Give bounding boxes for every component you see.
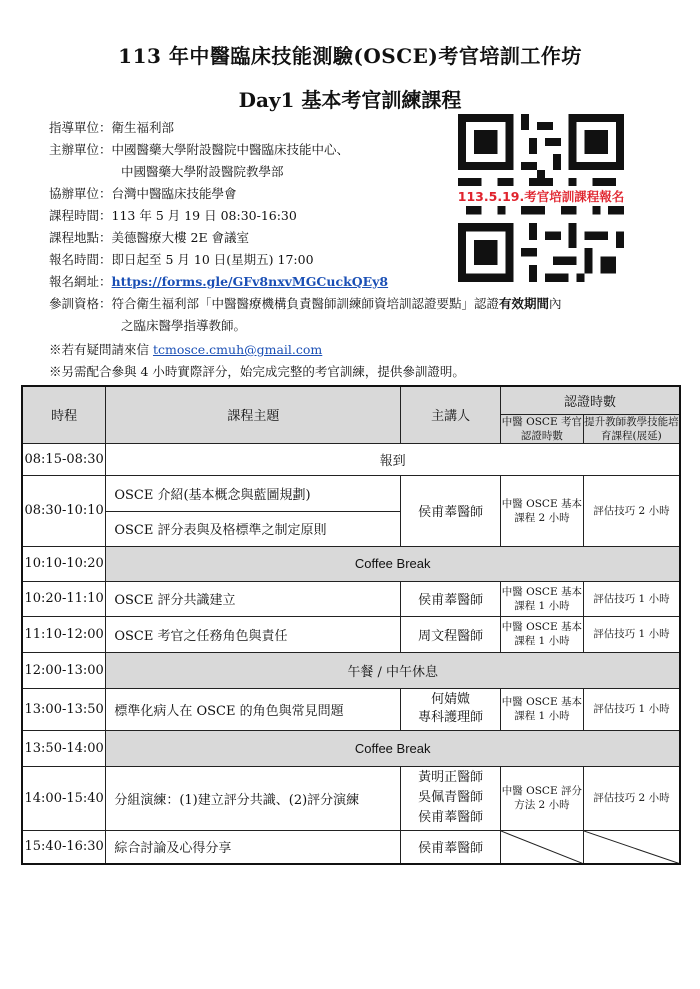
table-row: [22, 443, 680, 475]
time-row: [49, 206, 297, 224]
host-row-2: [121, 162, 284, 180]
row-cert-teaching: 評估技巧 1 小時: [583, 581, 680, 616]
signup-value: 即日起至 5 月 10 日(星期五) 17:00: [111, 252, 314, 267]
row-cert-osce: 中醫 OSCE 基本課程 1 小時: [501, 688, 584, 730]
contact-email-link[interactable]: tcmosce.cmuh@gmail.com: [152, 342, 323, 357]
header-cert: 認證時數: [501, 386, 681, 414]
diagonal-line-icon: [584, 831, 679, 864]
page-title: 113 年中醫臨床技能測驗(OSCE)考官培訓工作坊: [118, 44, 582, 68]
host-value-2: 中國醫藥大學附設醫院教學部: [121, 164, 284, 179]
row-cert-osce: 中醫 OSCE 基本課程 2 小時: [501, 475, 584, 546]
row-speaker: 周文程醫師: [401, 616, 501, 652]
host-row: [49, 140, 349, 158]
co-row: [49, 184, 237, 202]
speaker-name: 何婧媺: [431, 692, 471, 707]
time-value: 113 年 5 月 19 日 08:30-16:30: [111, 208, 297, 223]
header-cert-osce: 中醫 OSCE 考官認證時數: [501, 415, 582, 442]
row-time: 12:00-13:00: [22, 652, 106, 688]
table-row: [22, 688, 680, 730]
note1-row: [49, 340, 322, 358]
row-time: 11:10-12:00: [22, 616, 106, 652]
qual-row: [49, 294, 562, 312]
row-cert-teaching-empty: [583, 830, 680, 864]
table-row: [22, 581, 680, 616]
row-time: 13:00-13:50: [22, 688, 106, 730]
row-topic: 分組演練：(1)建立評分共識、(2)評分演練: [106, 766, 401, 830]
page-subtitle: Day1 基本考官訓練課程: [238, 88, 462, 112]
note2-row: [49, 362, 465, 380]
co-label: 協辦單位：: [49, 186, 112, 201]
table-row: [22, 652, 680, 688]
table-row: [22, 546, 680, 581]
row-time: 10:20-11:10: [22, 581, 106, 616]
signup-row: [49, 250, 314, 268]
row-time: 08:30-10:10: [22, 475, 106, 546]
header-topic: 課程主題: [106, 386, 401, 443]
table-row: [22, 766, 680, 830]
schedule-table: [21, 385, 681, 865]
signup-label: 報名時間：: [49, 252, 112, 267]
qual-row-2: [121, 316, 246, 334]
row-topic: 報到: [106, 443, 680, 475]
time-label: 課程時間：: [49, 208, 112, 223]
guide-row: [49, 118, 174, 136]
qual-label: 參訓資格：: [49, 296, 112, 311]
row-topic: 標準化病人在 OSCE 的角色與常見問題: [106, 688, 401, 730]
qr-code-block: [455, 114, 627, 282]
place-value: 美德醫療大樓 2E 會議室: [111, 230, 250, 245]
qual-value-1b: 內: [549, 296, 562, 311]
row-time: 14:00-15:40: [22, 766, 106, 830]
row-cert-osce-empty: [501, 830, 584, 864]
qr-label: 113.5.19.考官培訓課程報名: [457, 189, 625, 204]
row-speaker: [401, 688, 501, 730]
table-row: [22, 616, 680, 652]
host-value-1: 中國醫藥大學附設醫院中醫臨床技能中心、: [111, 142, 350, 157]
qual-value-1a: 符合衛生福利部「中醫醫療機構負責醫師訓練師資培訓認證要點」認證: [111, 296, 500, 311]
url-label: 報名網址：: [49, 274, 112, 289]
row-speaker: 侯甫菶醫師: [401, 475, 501, 546]
place-row: [49, 228, 249, 246]
note1-prefix: ※若有疑問請來信: [49, 342, 153, 357]
row-topic: 午餐 / 中午休息: [106, 652, 680, 688]
row-topic: 綜合討論及心得分享: [106, 830, 401, 864]
qr-code-icon[interactable]: [458, 114, 624, 186]
speaker-name: 侯甫菶醫師: [418, 810, 484, 825]
url-row: [49, 272, 388, 290]
row-time: 15:40-16:30: [22, 830, 106, 864]
row-cert-osce: 中醫 OSCE 基本課程 1 小時: [501, 581, 584, 616]
guide-label: 指導單位：: [49, 120, 112, 135]
row-speaker: [401, 766, 501, 830]
row-time: 08:15-08:30: [22, 443, 106, 475]
header-time: 時程: [22, 386, 106, 443]
row-speaker: 侯甫菶醫師: [401, 581, 501, 616]
row-cert-teaching: 評估技巧 1 小時: [583, 616, 680, 652]
row-cert-teaching: 評估技巧 2 小時: [583, 766, 680, 830]
row-topic: Coffee Break: [106, 730, 680, 766]
guide-value: 衛生福利部: [111, 120, 175, 135]
diagonal-line-icon: [501, 831, 583, 864]
table-row: [22, 730, 680, 766]
speaker-title: 專科護理師: [418, 710, 484, 725]
row-cert-teaching: 評估技巧 2 小時: [583, 475, 680, 546]
row-topic: OSCE 評分表與及格標準之制定原則: [106, 511, 401, 546]
row-cert-teaching: 評估技巧 1 小時: [583, 688, 680, 730]
row-time: 10:10-10:20: [22, 546, 106, 581]
row-time: 13:50-14:00: [22, 730, 106, 766]
qual-bold: 有效期間: [499, 296, 550, 311]
qr-code-bottom-icon: [458, 206, 624, 282]
co-value: 台灣中醫臨床技能學會: [111, 186, 237, 201]
table-row: [22, 475, 680, 511]
speaker-name: 黃明正醫師: [418, 770, 484, 785]
row-topic: Coffee Break: [106, 546, 680, 581]
header-speaker: 主講人: [401, 386, 501, 443]
qual-value-2: 之臨床醫學指導教師。: [121, 318, 247, 333]
row-topic: OSCE 考官之任務角色與責任: [106, 616, 401, 652]
table-row: [22, 830, 680, 864]
signup-link[interactable]: https://forms.gle/GFv8nxvMGCuckQEy8: [111, 274, 389, 289]
host-label: 主辦單位：: [49, 142, 112, 157]
row-speaker: 侯甫菶醫師: [401, 830, 501, 864]
row-cert-osce: 中醫 OSCE 基本課程 1 小時: [501, 616, 584, 652]
row-topic: OSCE 介紹(基本概念與藍圖規劃): [106, 475, 401, 511]
row-cert-osce: 中醫 OSCE 評分方法 2 小時: [501, 766, 584, 830]
speaker-name: 吳佩青醫師: [418, 790, 484, 805]
note2: ※另需配合參與 4 小時實際評分，始完成完整的考官訓練，提供參訓證明。: [49, 364, 465, 379]
row-topic: OSCE 評分共識建立: [106, 581, 401, 616]
header-cert-teaching: 提升教師教學技能培育課程(展延): [584, 415, 679, 442]
place-label: 課程地點：: [49, 230, 112, 245]
